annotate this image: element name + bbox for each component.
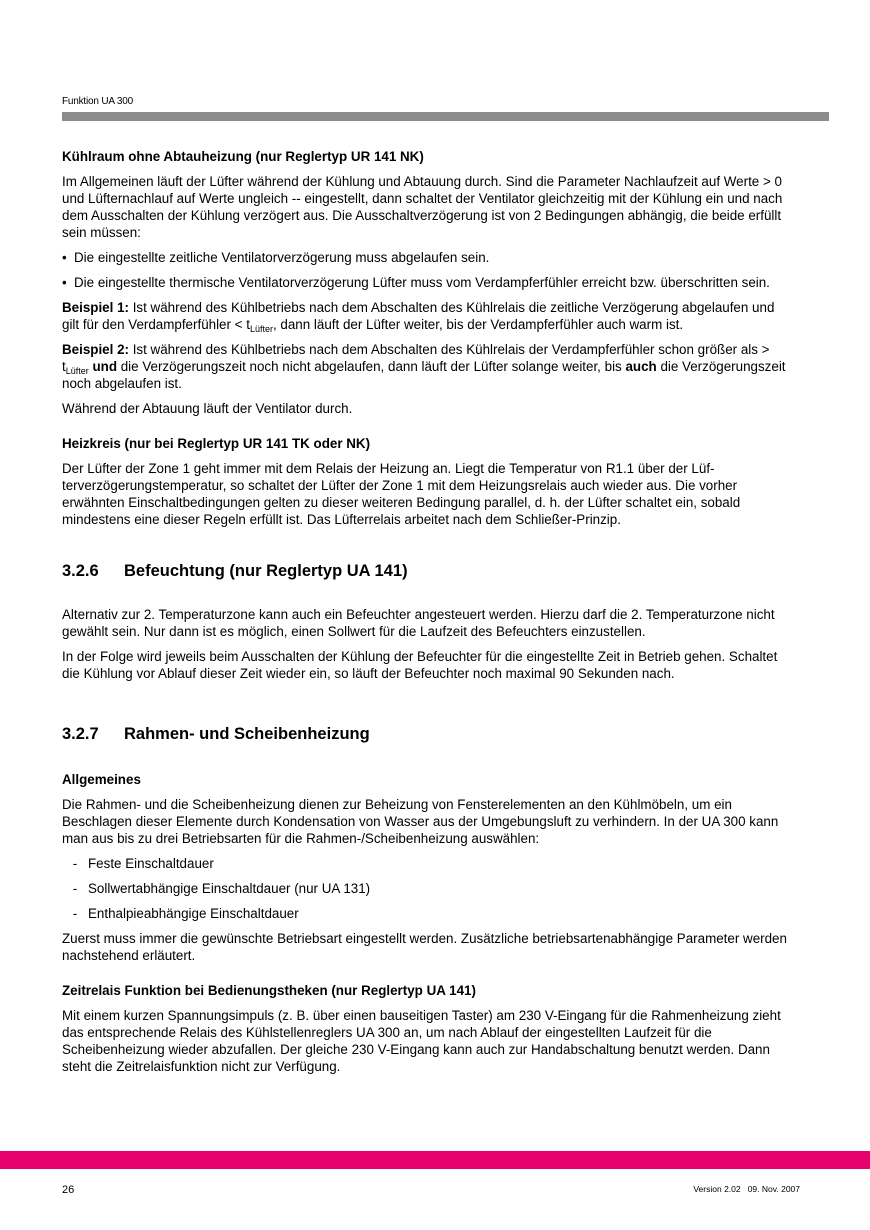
list-item bbox=[62, 880, 792, 897]
example-2-text: Ist während des Kühlbetriebs nach dem Abschalten des Kühlrelais der Verdampferfühler schon größer als > t bbox=[62, 342, 770, 374]
example-2-text-end: die Verzögerungszeit noch abgelaufen ist. bbox=[62, 359, 786, 391]
page-content bbox=[62, 148, 792, 1083]
section-heading-befeuchtung bbox=[62, 561, 792, 581]
dash-icon: - bbox=[72, 856, 78, 871]
after-modes-text: Zuerst muss immer die gewünschte Betriebsart eingestellt werden. Zusätzliche betriebsartenabhängige Parameter werden nachstehend erläutert. bbox=[62, 931, 787, 963]
list-item-text: Feste Einschaltdauer bbox=[88, 856, 214, 871]
befeuchtung-para-1: Alternativ zur 2. Temperaturzone kann auch ein Befeuchter angesteuert werden. Hierzu darf die 2. Temperaturzone nicht gewählt sein. Nur dann ist es möglich, einen Sollwert für die Laufzeit des Befeuchters einzustellen. bbox=[62, 607, 775, 639]
kuehlraum-closing: Während der Abtauung läuft der Ventilator durch. bbox=[62, 401, 353, 416]
section-title: Rahmen- und Scheibenheizung bbox=[124, 725, 370, 743]
section-heading-rahmen bbox=[62, 724, 792, 744]
list-item bbox=[62, 855, 792, 872]
example-1 bbox=[62, 299, 792, 333]
list-item-text: Sollwertabhängige Einschaltdauer (nur UA 131) bbox=[88, 881, 371, 896]
heading-allgemeines: Allgemeines bbox=[62, 772, 141, 787]
header-divider-bar bbox=[62, 112, 829, 121]
page-number: 26 bbox=[62, 1184, 75, 1196]
emphasis: auch bbox=[625, 359, 657, 374]
list-item-text: Enthalpieabhängige Einschaltdauer bbox=[88, 906, 299, 921]
dash-icon: - bbox=[72, 881, 78, 896]
bullet-icon: • bbox=[62, 275, 67, 290]
list-item-text: Die eingestellte thermische Ventilatorverzögerung Lüfter muss vom Verdampferfühler erreicht bzw. überschritten sein. bbox=[74, 275, 770, 290]
list-item bbox=[62, 274, 792, 291]
example-1-text: Ist während des Kühlbetriebs nach dem Abschalten des Kühlrelais die zeitliche Verzögerung abgelaufen und gilt für den Verdampferfühler < t bbox=[62, 300, 775, 332]
kuehlraum-intro: Im Allgemeinen läuft der Lüfter während der Kühlung und Abtauung durch. Sind die Parameter Nachlaufzeit auf Werte > 0 und Lüfternachlauf auf Werte ungleich -- eingestellt, dann schaltet der Ventilator gleichzeitig mit der Kühlung ein und nach dem Ausschalten der Kühlung verzögert aus. Die Ausschaltverzögerung ist von 2 Bedingungen abhängig, die beide erfüllt sein müssen: bbox=[62, 174, 783, 240]
example-2-label: Beispiel 2: bbox=[62, 342, 129, 357]
zeitrelais-text: Mit einem kurzen Spannungsimpuls (z. B. über einen bauseitigen Taster) am 230 V-Eingang für die Rahmenheizung zieht das entsprechende Relais des Kühlstellenreglers UA 300 an, um nach Ablauf der eingestellten Laufzeit für die Scheibenheizung wieder abzufallen. Der gleiche 230 V-Eingang kann auch zur Handabschaltung benutzt werden. Dann steht die Zeitrelaisfunktion nicht zur Verfügung. bbox=[62, 1008, 781, 1074]
subscript: Lüfter bbox=[249, 324, 273, 334]
example-1-text-end: , dann läuft der Lüfter weiter, bis der Verdampferfühler auch warm ist. bbox=[272, 317, 684, 332]
heading-kuehlraum: Kühlraum ohne Abtauheizung (nur Reglertyp UR 141 NK) bbox=[62, 149, 424, 164]
example-2-text-mid: die Verzögerungszeit noch nicht abgelaufen, dann läuft der Lüfter solange weiter, bis bbox=[117, 359, 626, 374]
section-number: 3.2.6 bbox=[62, 562, 99, 580]
emphasis: und bbox=[88, 359, 118, 374]
bullet-icon: • bbox=[62, 250, 67, 265]
dash-icon: - bbox=[72, 906, 78, 921]
allgemeines-text: Die Rahmen- und die Scheibenheizung dienen zur Beheizung von Fensterelementen an den Kühlmöbeln, um ein Beschlagen dieser Elemente durch Kondensation von Wasser aus der Umgebungsluft zu verhindern. In der UA 300 kann man aus bis zu drei Betriebsarten für die Rahmen-/Scheibenheizung auswählen: bbox=[62, 797, 779, 846]
section-number: 3.2.7 bbox=[62, 725, 99, 743]
list-item bbox=[62, 249, 792, 266]
footer-accent-bar bbox=[0, 1151, 870, 1169]
subscript: Lüfter bbox=[65, 366, 89, 376]
heizkreis-text: Der Lüfter der Zone 1 geht immer mit dem Relais der Heizung an. Liegt die Temperatur von R1.1 über der Lüfterverzögerungstemperatur, so schaltet der Lüfter der Zone 1 mit dem Heizungsrelais auch wieder aus. Die vorher erwähnten Einschaltbedingungen gelten zu dieser weiteren Bedingung parallel, d. h. der Lüfter schaltet ein, sobald mindestens eine dieser Regeln erfüllt ist. Das Lüfterrelais arbeitet nach dem Schließer-Prinzip. bbox=[62, 461, 741, 527]
section-title: Befeuchtung (nur Reglertyp UA 141) bbox=[124, 562, 408, 580]
example-2 bbox=[62, 341, 792, 392]
befeuchtung-para-2: In der Folge wird jeweils beim Ausschalten der Kühlung der Befeuchter für die eingestellte Zeit in Betrieb gehen. Schaltet die Kühlung vor Ablauf dieser Zeit wieder ein, so läuft der Befeuchter noch maximal 90 Sekunden nach. bbox=[62, 649, 778, 681]
list-item bbox=[62, 905, 792, 922]
version-date: Version 2.02 09. Nov. 2007 bbox=[693, 1184, 800, 1194]
running-header-title: Funktion UA 300 bbox=[62, 96, 133, 107]
list-item-text: Die eingestellte zeitliche Ventilatorverzögerung muss abgelaufen sein. bbox=[74, 250, 490, 265]
example-1-label: Beispiel 1: bbox=[62, 300, 129, 315]
heading-heizkreis: Heizkreis (nur bei Reglertyp UR 141 TK oder NK) bbox=[62, 436, 371, 451]
heading-zeitrelais: Zeitrelais Funktion bei Bedienungstheken (nur Reglertyp UA 141) bbox=[62, 983, 476, 998]
